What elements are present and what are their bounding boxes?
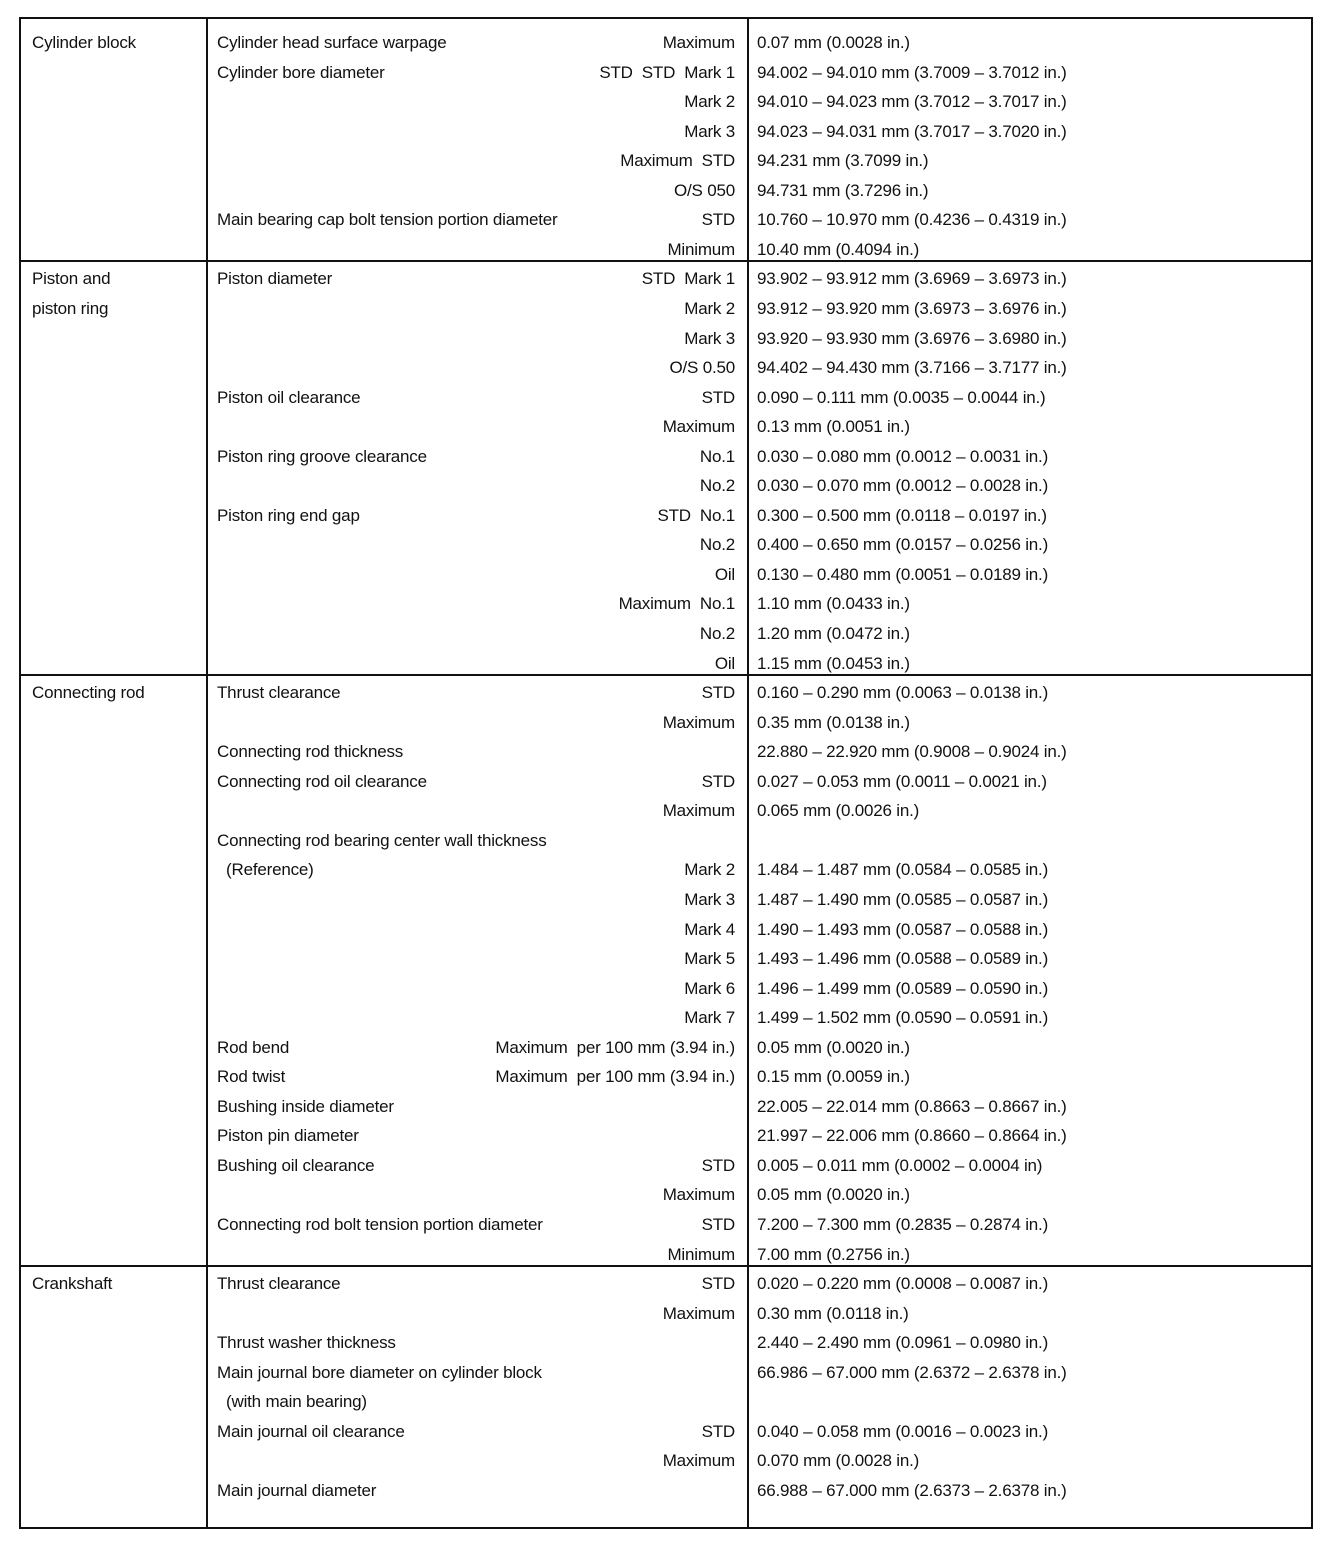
spec-value: 93.902 – 93.912 mm (3.6969 – 3.6973 in.): [757, 269, 1067, 289]
condition-label: STD: [701, 771, 735, 791]
spec-value: 0.30 mm (0.0118 in.): [757, 1303, 909, 1323]
condition-label: Mark 3: [684, 889, 735, 909]
item-label: (Reference): [217, 860, 314, 880]
section-name: Piston and: [32, 269, 111, 289]
section-divider: [21, 674, 1311, 676]
item-label: Bushing oil clearance: [217, 1155, 375, 1175]
condition-label: Mark 3: [684, 121, 735, 141]
spec-value: 94.023 – 94.031 mm (3.7017 – 3.7020 in.): [757, 121, 1067, 141]
spec-value: 1.20 mm (0.0472 in.): [757, 624, 910, 643]
condition-label: Maximum STD: [620, 151, 735, 171]
spec-table: [19, 17, 1313, 1529]
spec-value: 1.10 mm (0.0433 in.): [757, 594, 910, 614]
item-label: Piston diameter: [217, 269, 333, 289]
condition-label: Mark 5: [684, 949, 735, 969]
spec-value: 22.880 – 22.920 mm (0.9008 – 0.9024 in.): [757, 742, 1067, 762]
spec-value: 0.160 – 0.290 mm (0.0063 – 0.0138 in.): [757, 683, 1049, 703]
condition-label: STD: [701, 387, 735, 407]
condition-label: Mark 2: [684, 92, 735, 112]
spec-value: 1.487 – 1.490 mm (0.0585 – 0.0587 in.): [757, 889, 1049, 909]
spec-value: 0.090 – 0.111 mm (0.0035 – 0.0044 in.): [757, 387, 1046, 407]
condition-label: Oil: [714, 653, 735, 673]
spec-value: 0.15 mm (0.0059 in.): [757, 1067, 910, 1087]
item-label: Connecting rod oil clearance: [217, 771, 427, 791]
item-label: Connecting rod thickness: [217, 742, 404, 762]
spec-value: 22.005 – 22.014 mm (0.8663 – 0.8667 in.): [757, 1096, 1067, 1116]
item-label: Rod bend: [217, 1037, 290, 1057]
item-label: Thrust washer thickness: [217, 1333, 396, 1353]
item-label: Piston pin diameter: [217, 1126, 359, 1146]
spec-value: 94.231 mm (3.7099 in.): [757, 151, 929, 171]
spec-value: 0.05 mm (0.0020 in.): [757, 1185, 910, 1205]
condition-label: STD: [701, 683, 735, 703]
spec-value: 94.010 – 94.023 mm (3.7012 – 3.7017 in.): [757, 92, 1067, 112]
condition-label: No.2: [699, 535, 735, 555]
column-divider-value: [747, 19, 749, 1527]
section-name: Connecting rod: [32, 683, 145, 703]
spec-value: 0.030 – 0.080 mm (0.0012 – 0.0031 in.): [757, 446, 1049, 466]
condition-label: STD: [701, 210, 735, 230]
spec-value: 0.027 – 0.053 mm (0.0011 – 0.0021 in.): [757, 771, 1047, 791]
condition-label: Mark 6: [684, 978, 735, 998]
section-name: Crankshaft: [32, 1274, 113, 1294]
spec-value: 0.300 – 0.500 mm (0.0118 – 0.0197 in.): [757, 505, 1047, 525]
item-label: Bushing inside diameter: [217, 1096, 394, 1116]
condition-label: Maximum No.1: [618, 594, 735, 614]
condition-label: STD: [701, 1155, 735, 1175]
condition-label: No.2: [699, 624, 735, 643]
condition-label: Mark 2: [684, 298, 735, 318]
item-label: Rod twist: [217, 1067, 286, 1087]
spec-value: 0.130 – 0.480 mm (0.0051 – 0.0189 in.): [757, 564, 1049, 584]
spec-value: 0.400 – 0.650 mm (0.0157 – 0.0256 in.): [757, 535, 1049, 555]
condition-label: Maximum: [662, 1451, 735, 1471]
item-label: (with main bearing): [217, 1392, 367, 1412]
item-label: Main journal oil clearance: [217, 1421, 405, 1441]
condition-label: Oil: [714, 564, 735, 584]
condition-label: Maximum: [662, 33, 735, 52]
spec-value: 1.490 – 1.493 mm (0.0587 – 0.0588 in.): [757, 919, 1049, 939]
column-divider-item: [206, 19, 208, 1527]
spec-value: 0.065 mm (0.0026 in.): [757, 801, 920, 821]
spec-value: 21.997 – 22.006 mm (0.8660 – 0.8664 in.): [757, 1126, 1067, 1146]
spec-value: 10.40 mm (0.4094 in.): [757, 239, 920, 259]
spec-value: 0.020 – 0.220 mm (0.0008 – 0.0087 in.): [757, 1274, 1049, 1294]
condition-label: Mark 2: [684, 860, 735, 880]
spec-value: 1.493 – 1.496 mm (0.0588 – 0.0589 in.): [757, 949, 1049, 969]
condition-label: STD Mark 1: [641, 269, 735, 289]
item-label: Main journal bore diameter on cylinder block: [217, 1362, 542, 1382]
condition-label: STD No.1: [657, 505, 735, 525]
spec-value: 1.499 – 1.502 mm (0.0590 – 0.0591 in.): [757, 1008, 1049, 1028]
item-label: Piston oil clearance: [217, 387, 361, 407]
spec-value: 2.440 – 2.490 mm (0.0961 – 0.0980 in.): [757, 1333, 1049, 1353]
section-divider: [21, 1265, 1311, 1267]
spec-value: 0.070 mm (0.0028 in.): [757, 1451, 920, 1471]
spec-value: 0.13 mm (0.0051 in.): [757, 417, 910, 437]
spec-value: 10.760 – 10.970 mm (0.4236 – 0.4319 in.): [757, 210, 1067, 230]
condition-label: Maximum: [662, 712, 735, 732]
condition-label: STD: [701, 1274, 735, 1294]
spec-value: 94.402 – 94.430 mm (3.7166 – 3.7177 in.): [757, 358, 1067, 378]
item-label: Thrust clearance: [217, 683, 341, 703]
item-label: Thrust clearance: [217, 1274, 341, 1294]
spec-value: 7.200 – 7.300 mm (0.2835 – 0.2874 in.): [757, 1215, 1049, 1234]
spec-value: 0.35 mm (0.0138 in.): [757, 712, 910, 732]
spec-value: 94.002 – 94.010 mm (3.7009 – 3.7012 in.): [757, 62, 1067, 82]
condition-label: Mark 4: [684, 919, 735, 939]
item-label: Cylinder bore diameter: [217, 62, 385, 82]
spec-value: 7.00 mm (0.2756 in.): [757, 1244, 910, 1264]
spec-value: 66.986 – 67.000 mm (2.6372 – 2.6378 in.): [757, 1362, 1067, 1382]
condition-label: Maximum: [662, 1303, 735, 1323]
spec-value: 1.484 – 1.487 mm (0.0584 – 0.0585 in.): [757, 860, 1049, 880]
item-label: Main bearing cap bolt tension portion diameter: [217, 210, 558, 230]
item-label: Main journal diameter: [217, 1480, 377, 1500]
spec-value: 93.920 – 93.930 mm (3.6976 – 3.6980 in.): [757, 328, 1067, 348]
condition-label: Maximum per 100 mm (3.94 in.): [495, 1037, 735, 1057]
spec-value: 1.15 mm (0.0453 in.): [757, 653, 910, 673]
condition-label: STD: [701, 1215, 735, 1234]
condition-label: Minimum: [667, 239, 735, 259]
spec-value: 0.005 – 0.011 mm (0.0002 – 0.0004 in): [757, 1155, 1043, 1175]
section-name: Cylinder block: [32, 33, 136, 52]
section-name: piston ring: [32, 298, 109, 318]
item-label: Cylinder head surface warpage: [217, 33, 447, 52]
condition-label: No.2: [699, 476, 735, 496]
item-label: Connecting rod bolt tension portion diameter: [217, 1215, 543, 1234]
item-label: Piston ring groove clearance: [217, 446, 427, 466]
condition-label: Maximum: [662, 1185, 735, 1205]
condition-label: Maximum: [662, 801, 735, 821]
condition-label: O/S 050: [674, 180, 735, 200]
section-divider: [21, 260, 1311, 262]
spec-value: 0.040 – 0.058 mm (0.0016 – 0.0023 in.): [757, 1421, 1049, 1441]
condition-label: Maximum per 100 mm (3.94 in.): [495, 1067, 735, 1087]
spec-value: 0.07 mm (0.0028 in.): [757, 33, 910, 52]
condition-label: Mark 3: [684, 328, 735, 348]
item-label: Connecting rod bearing center wall thickness: [217, 830, 547, 850]
item-label: Piston ring end gap: [217, 505, 360, 525]
condition-label: Maximum: [662, 417, 735, 437]
condition-label: STD STD Mark 1: [599, 62, 735, 82]
spec-value: 93.912 – 93.920 mm (3.6973 – 3.6976 in.): [757, 298, 1067, 318]
spec-value: 1.496 – 1.499 mm (0.0589 – 0.0590 in.): [757, 978, 1049, 998]
spec-value: 94.731 mm (3.7296 in.): [757, 180, 929, 200]
condition-label: Mark 7: [684, 1008, 735, 1028]
spec-value: 0.05 mm (0.0020 in.): [757, 1037, 910, 1057]
spec-value: 0.030 – 0.070 mm (0.0012 – 0.0028 in.): [757, 476, 1049, 496]
condition-label: STD: [701, 1421, 735, 1441]
spec-value: 66.988 – 67.000 mm (2.6373 – 2.6378 in.): [757, 1480, 1067, 1500]
condition-label: No.1: [699, 446, 735, 466]
condition-label: O/S 0.50: [669, 358, 735, 378]
condition-label: Minimum: [667, 1244, 735, 1264]
